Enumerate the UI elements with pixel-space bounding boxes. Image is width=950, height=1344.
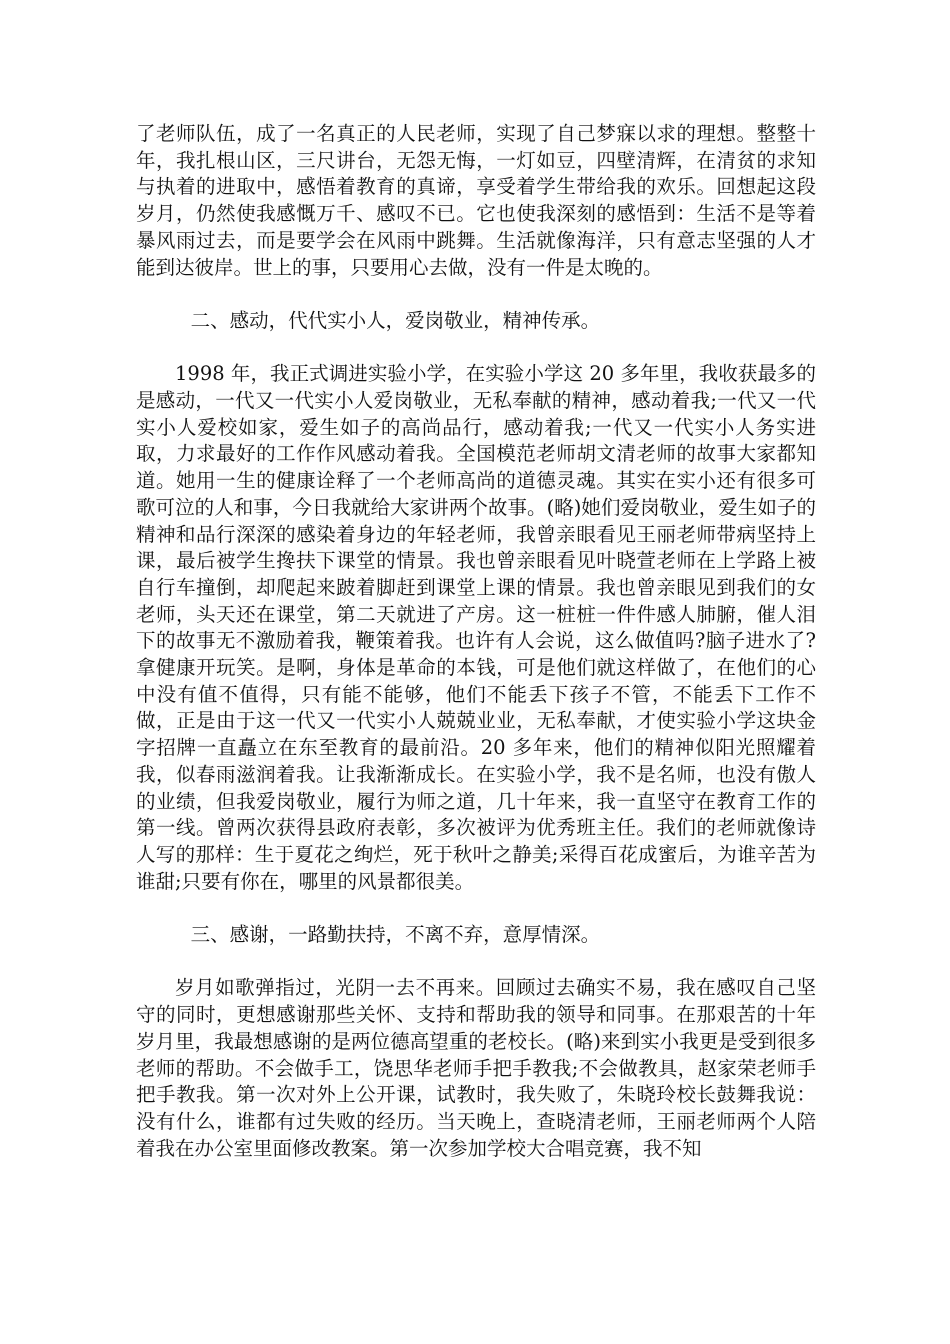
section-heading-3: 三、感谢，一路勤扶持，不离不弃，意厚情深。 [190, 923, 601, 947]
paragraph-continuation: 了老师队伍，成了一名真正的人民老师，实现了自己梦寐以求的理想。整整十年，我扎根山区，三尺讲台，无怨无悔，一灯如豆，四壁清辉，在清贫的求知与执着的进取中，感悟着教育的真谛，享受着学生带给我的欢乐。回想起这段岁月，仍然使我感慨万千、感叹不已。它也使我深刻的感悟到：生活不是等着暴风雨过去，而是要学会在风雨中跳舞。生活就像海洋，只有意志坚强的人才能到达彼岸。世上的事，只要用心去做，没有一件是太晚的。 [136, 122, 816, 279]
document-body [136, 121, 816, 1189]
section-heading-2: 二、感动，代代实小人，爱岗敬业，精神传承。 [190, 308, 601, 332]
paragraph-section-2: 1998 年，我正式调进实验小学，在实验小学这 20 多年里，我收获最多的是感动，一代又一代实小人爱岗敬业，无私奉献的精神，感动着我;一代又一代实小人爱校如家，爱生如子的高尚品行，感动着我;一代又一代实小人务实进取，力求最好的工作作风感动着我。全国模范老师胡文清老师的故事大家都知道。她用一生的健康诠释了一个老师高尚的道德灵魂。其实在实小还有很多可歌可泣的人和事，今日我就给大家讲两个故事。(略)她们爱岗敬业，爱生如子的精神和品行深深的感染着身边的年轻老师，我曾亲眼看见王丽老师带病坚持上课，最后被学生搀扶下课堂的情景。我也曾亲眼看见叶晓萱老师在上学路上被自行车撞倒，却爬起来跛着脚赶到课堂上课的情景。我也曾亲眼见到我们的女老师，头天还在课堂，第二天就进了产房。这一桩桩一件件感人肺腑，催人泪下的故事无不激励着我，鞭策着我。也许有人会说，这么做值吗?脑子进水了?拿健康开玩笑。是啊，身体是革命的本钱，可是他们就这样做了，在他们的心中没有值不值得，只有能不能够，他们不能丢下孩子不管，不能丢下工作不做，正是由于这一代又一代实小人兢兢业业，无私奉献，才使实验小学这块金字招牌一直矗立在东至教育的最前沿。20 多年来，他们的精神似阳光照耀着我，似春雨滋润着我。让我渐渐成长。在实验小学，我不是名师，也没有傲人的业绩，但我爱岗敬业，履行为师之道，几十年来，我一直坚守在教育工作的第一线。曾两次获得县政府表彰，多次被评为优秀班主任。我们的老师就像诗人写的那样：生于夏花之绚烂，死于秋叶之静美;采得百花成蜜后，为谁辛苦为谁甜;只要有你在，哪里的风景都很美。 [136, 362, 816, 893]
paragraph-section-3: 岁月如歌弹指过，光阴一去不再来。回顾过去确实不易，我在感叹自己坚守的同时，更想感谢那些关怀、支持和帮助我的领导和同事。在那艰苦的十年岁月里，我最想感谢的是两位德高望重的老校长。(略)来到实小我更是受到很多老师的帮助。不会做手工，饶思华老师手把手教我;不会做教具，赵家荣老师手把手教我。第一次对外上公开课，试教时，我失败了，朱晓玲校长鼓舞我说：没有什么，谁都有过失败的经历。当天晚上，查晓清老师，王丽老师两个人陪着我在办公室里面修改教案。第一次参加学校大合唱竞赛，我不知 [136, 976, 816, 1160]
